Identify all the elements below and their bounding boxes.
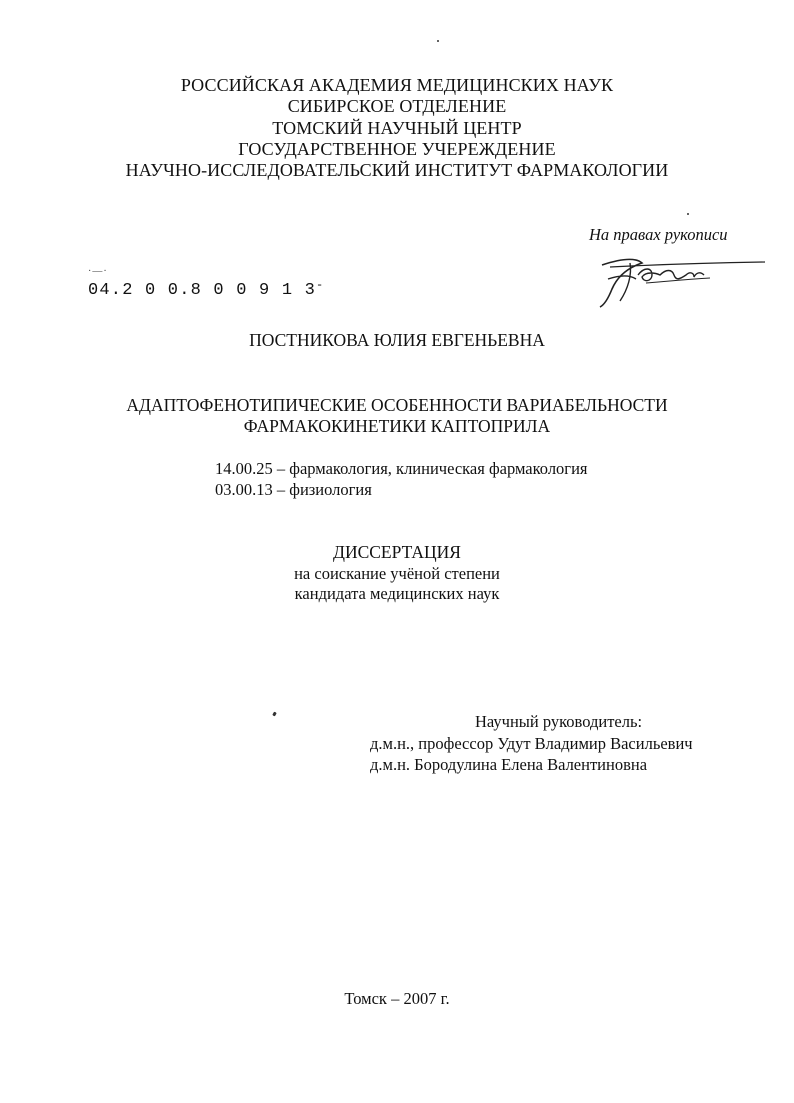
author-name: ПОСТНИКОВА ЮЛИЯ ЕВГЕНЬЕВНА bbox=[249, 330, 545, 350]
scan-speck bbox=[437, 40, 439, 42]
supervisors-heading: Научный руководитель: bbox=[475, 712, 643, 731]
institution-line: СИБИРСКОЕ ОТДЕЛЕНИЕ bbox=[287, 96, 507, 116]
work-type-line: кандидата медицинских наук bbox=[294, 584, 500, 603]
institution-line: РОССИЙСКАЯ АКАДЕМИЯ МЕДИЦИНСКИХ НАУК bbox=[180, 75, 614, 95]
institution-line: НАУЧНО-ИССЛЕДОВАТЕЛЬСКИЙ ИНСТИТУТ ФАРМАКОЛОГИИ bbox=[125, 160, 669, 180]
registration-number: 04.2 0 0.8 0 0 9 1 3- bbox=[88, 278, 325, 300]
signature-icon bbox=[590, 245, 770, 315]
scan-speck bbox=[272, 712, 277, 717]
registration-number-text: 04.2 0 0.8 0 0 9 1 3 bbox=[88, 281, 317, 300]
specialty-line: 03.00.13 – физиология bbox=[215, 480, 372, 499]
work-type-line: на соискание учёной степени bbox=[294, 564, 500, 583]
supervisor-line: д.м.н., профессор Удут Владимир Васильевич bbox=[370, 734, 693, 753]
institution-line: ГОСУДАРСТВЕННОЕ УЧЕРЕЖДЕНИЕ bbox=[238, 139, 556, 159]
scan-speck bbox=[687, 213, 689, 215]
title-line: ФАРМАКОКИНЕТИКИ КАПТОПРИЛА bbox=[243, 416, 551, 436]
institution-line: ТОМСКИЙ НАУЧНЫЙ ЦЕНТР bbox=[272, 118, 522, 138]
city-year: Томск – 2007 г. bbox=[344, 989, 450, 1008]
work-type-heading: ДИССЕРТАЦИЯ bbox=[333, 542, 461, 562]
manuscript-note: На правах рукописи bbox=[589, 225, 728, 244]
registration-mark: ·—· bbox=[88, 266, 108, 277]
supervisor-line: д.м.н. Бородулина Елена Валентиновна bbox=[370, 755, 648, 774]
specialty-line: 14.00.25 – фармакология, клиническая фармакология bbox=[215, 459, 588, 478]
title-line: АДАПТОФЕНОТИПИЧЕСКИЕ ОСОБЕННОСТИ ВАРИАБЕЛЬНОСТИ bbox=[126, 395, 668, 415]
